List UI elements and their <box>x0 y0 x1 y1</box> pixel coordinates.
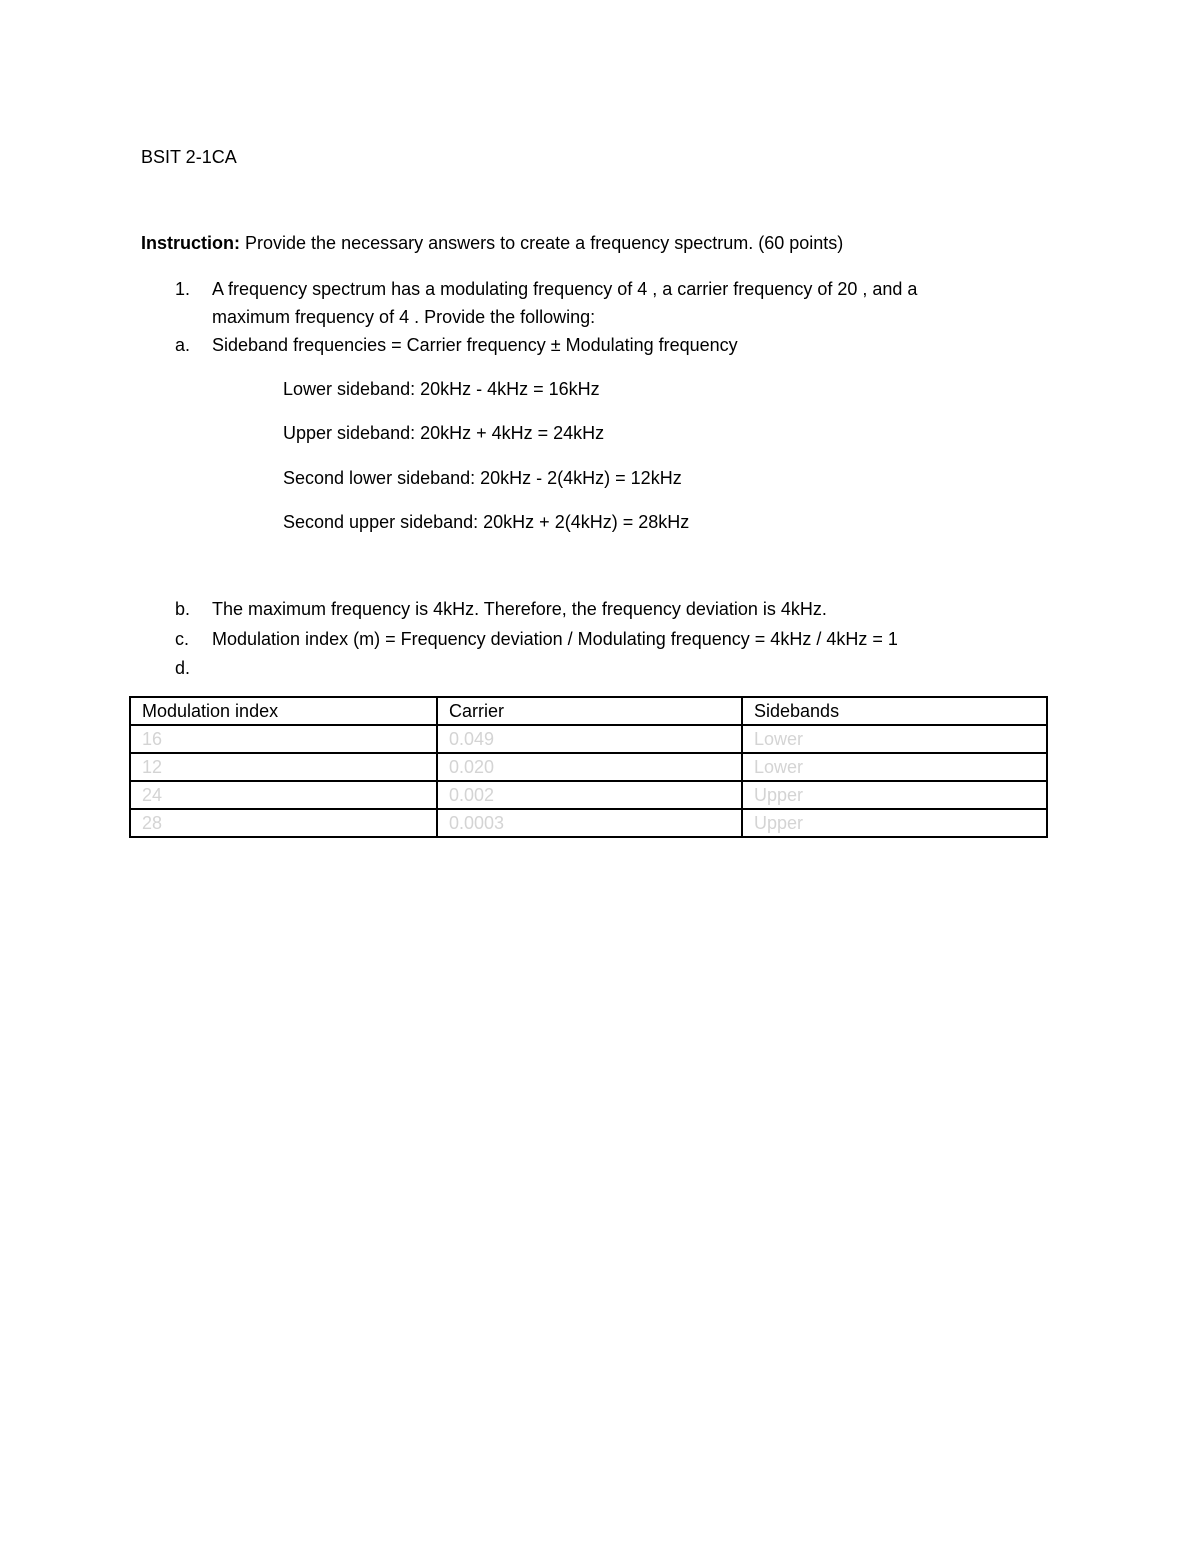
part-c-text: Modulation index (m) = Frequency deviation / Modulating frequency = 4kHz / 4kHz = 1 <box>212 629 898 649</box>
upper-sideband-line: Upper sideband: 20kHz + 4kHz = 24kHz <box>283 423 605 443</box>
question-line-2: maximum frequency of 4 . Provide the following: <box>212 307 596 327</box>
class-code: BSIT 2-1CA <box>141 147 237 167</box>
cell-carrier: 0.0003 <box>437 809 742 837</box>
cell-sidebands: Upper <box>742 809 1047 837</box>
part-a-marker: a. <box>175 335 191 355</box>
lower-sideband-line: Lower sideband: 20kHz - 4kHz = 16kHz <box>283 379 600 399</box>
cell-sidebands: Lower <box>742 753 1047 781</box>
part-d-marker: d. <box>175 658 191 678</box>
instruction-line <box>141 232 843 254</box>
cell-modulation-index: 16 <box>130 725 437 753</box>
cell-carrier: 0.049 <box>437 725 742 753</box>
table-row <box>130 781 1047 809</box>
table-row <box>130 725 1047 753</box>
table-row <box>130 809 1047 837</box>
second-lower-sideband-line: Second lower sideband: 20kHz - 2(4kHz) = 12kHz <box>283 468 682 488</box>
cell-carrier: 0.002 <box>437 781 742 809</box>
cell-sidebands: Lower <box>742 725 1047 753</box>
instruction-label: Instruction: <box>141 233 240 253</box>
cell-carrier: 0.020 <box>437 753 742 781</box>
header-modulation-index: Modulation index <box>130 697 437 725</box>
question-number: 1. <box>175 279 191 299</box>
table-header-row <box>130 697 1047 725</box>
cell-modulation-index: 12 <box>130 753 437 781</box>
header-sidebands: Sidebands <box>742 697 1047 725</box>
instruction-text: Provide the necessary answers to create a frequency spectrum. (60 points) <box>245 233 844 253</box>
cell-sidebands: Upper <box>742 781 1047 809</box>
cell-modulation-index: 28 <box>130 809 437 837</box>
part-a-text: Sideband frequencies = Carrier frequency ± Modulating frequency <box>212 335 738 355</box>
part-c-marker: c. <box>175 629 190 649</box>
cell-modulation-index: 24 <box>130 781 437 809</box>
header-carrier: Carrier <box>437 697 742 725</box>
second-upper-sideband-line: Second upper sideband: 20kHz + 2(4kHz) = 28kHz <box>283 512 690 532</box>
part-b-text: The maximum frequency is 4kHz. Therefore, the frequency deviation is 4kHz. <box>212 599 827 619</box>
question-line-1: A frequency spectrum has a modulating frequency of 4 , a carrier frequency of 20 , and a <box>212 279 918 299</box>
modulation-table <box>129 696 1048 838</box>
table-row <box>130 753 1047 781</box>
part-b-marker: b. <box>175 599 191 619</box>
